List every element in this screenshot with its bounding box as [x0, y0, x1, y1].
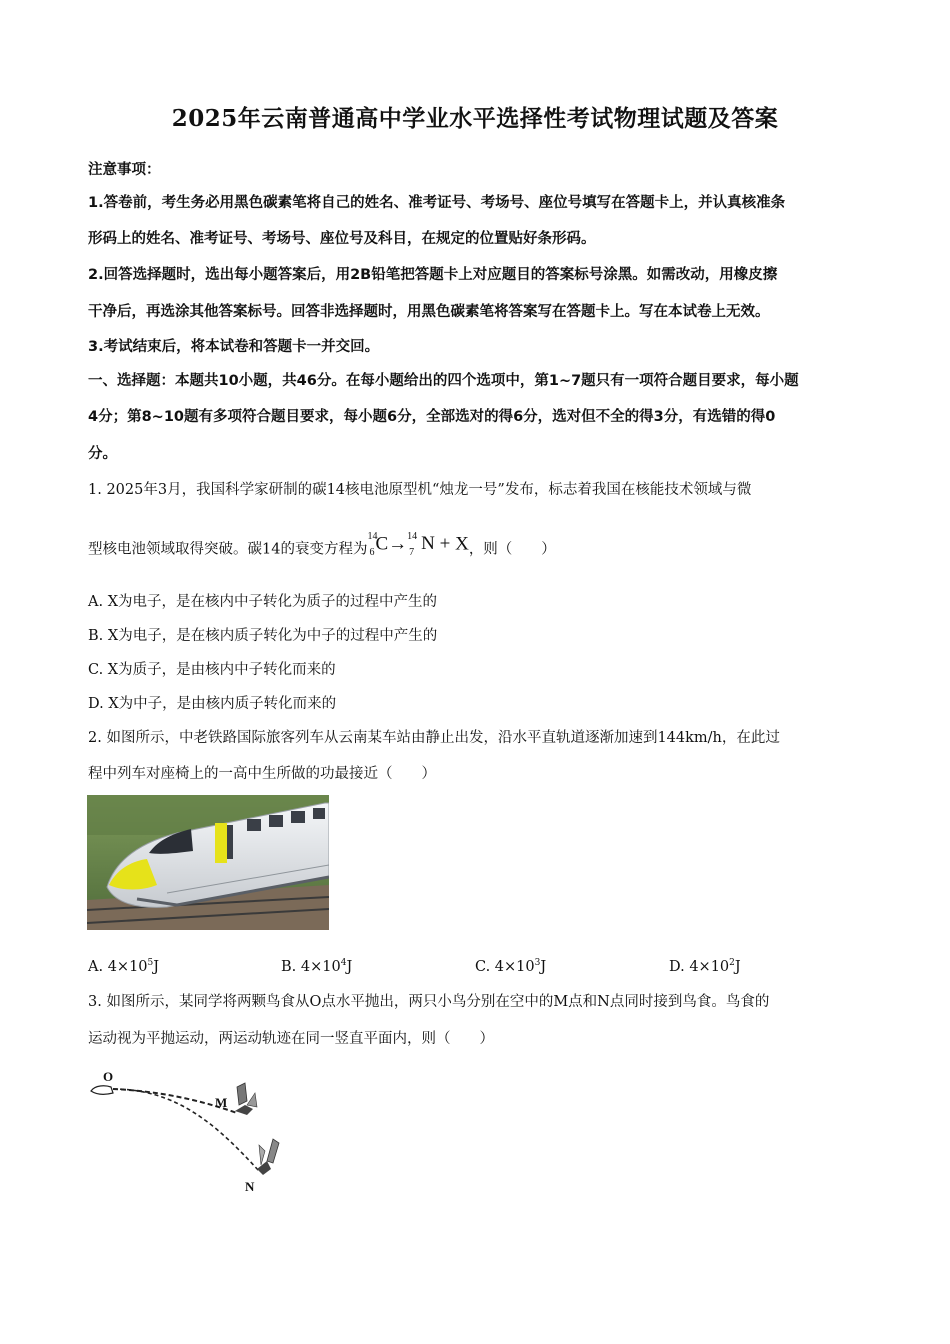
- n-charge-number: 7: [409, 547, 415, 558]
- section1-line3: 分。: [88, 446, 117, 462]
- projectile-figure: [87, 1065, 287, 1195]
- bird-n-icon: [257, 1139, 279, 1175]
- q2-option-d: D. $4\times 10^2J$: [669, 958, 741, 975]
- label-m: M: [215, 1095, 228, 1110]
- eq-rest: + X: [439, 533, 469, 555]
- notice-item1-line2: 形码上的姓名、准考证号、考场号、座位号及科目，在规定的位置贴好条形码。: [88, 231, 596, 247]
- projectile-diagram: [87, 1065, 287, 1195]
- arrow: →: [388, 533, 408, 555]
- page-title: 2025年云南普通高中学业水平选择性考试物理试题及答案: [171, 105, 779, 132]
- train-figure: [87, 795, 329, 930]
- notice-item1-line1: 1.答卷前，考生务必用黑色碳素笔将自己的姓名、准考证号、考场号、座位号填写在答题卡上，并认真核准条: [88, 195, 786, 211]
- train-image: [87, 795, 329, 930]
- n-mass-number: 14: [407, 531, 418, 542]
- trajectory-n: [113, 1089, 259, 1171]
- decay-equation: [367, 532, 468, 558]
- q2-option-b: B. $4\times 10^4J$: [281, 958, 353, 975]
- section1-line2: 4分；第8~10题有多项符合题目要求，每小题6分，全部选对的得6分，选对但不全的得3分，有选错的得0: [88, 409, 776, 425]
- q1-line2-prefix: 型核电池领域取得突破。碳14的衰变方程为: [88, 541, 368, 558]
- c-charge-number: 6: [369, 547, 375, 558]
- q2-line1: 2. 如图所示，中老铁路国际旅客列车从云南某车站由静止出发，沿水平直轨道逐渐加速到144km/h，在此过: [88, 730, 780, 746]
- bird-m-icon: [235, 1083, 257, 1115]
- section1-line1: 一、选择题：本题共10小题，共46分。在每小题给出的四个选项中，第1~7题只有一项符合题目要求，每小题: [88, 373, 799, 389]
- c-mass-number: 14: [367, 531, 378, 542]
- q3-line2: 运动视为平抛运动，两运动轨迹在同一竖直平面内，则（ ）: [88, 1031, 494, 1047]
- label-n: N: [245, 1179, 255, 1194]
- notice-item3: 3.考试结束后，将本试卷和答题卡一并交回。: [88, 339, 380, 355]
- label-o: O: [103, 1069, 114, 1084]
- n-symbol: N: [421, 533, 435, 555]
- q2-line2: 程中列车对座椅上的一高中生所做的功最接近（ ）: [88, 766, 436, 782]
- q1-option-d: D. X为中子，是由核内质子转化而来的: [88, 696, 337, 712]
- c-symbol: C: [375, 533, 389, 555]
- notice-heading: 注意事项：: [88, 162, 161, 178]
- q1-option-a: A. X为电子，是在核内中子转化为质子的过程中产生的: [88, 594, 438, 610]
- q1-line2-suffix: ，则（ ）: [468, 541, 556, 558]
- q1-line2: [88, 531, 878, 562]
- hand-icon: [91, 1086, 113, 1095]
- notice-item2-line1: 2.回答选择题时，选出每小题答案后，用2B铅笔把答题卡上对应题目的答案标号涂黑。如需改动，用橡皮擦: [88, 267, 778, 283]
- q1-option-b: B. X为电子，是在核内质子转化为中子的过程中产生的: [88, 628, 438, 644]
- q1-option-c: C. X为质子，是由核内中子转化而来的: [88, 662, 336, 678]
- q2-option-a: A. $4\times 10^5J$: [88, 958, 160, 975]
- q2-option-c: C. $4\times 10^3J$: [475, 958, 547, 975]
- q3-line1: 3. 如图所示，某同学将两颗鸟食从O点水平抛出，两只小鸟分别在空中的M点和N点同时接到鸟食。鸟食的: [88, 994, 770, 1010]
- notice-item2-line2: 干净后，再选涂其他答案标号。回答非选择题时，用黑色碳素笔将答案写在答题卡上。写在本试卷上无效。: [88, 304, 770, 320]
- q1-line1: 1. 2025年3月，我国科学家研制的碳14核电池原型机“烛龙一号”发布，标志着我国在核能技术领域与微: [88, 482, 752, 498]
